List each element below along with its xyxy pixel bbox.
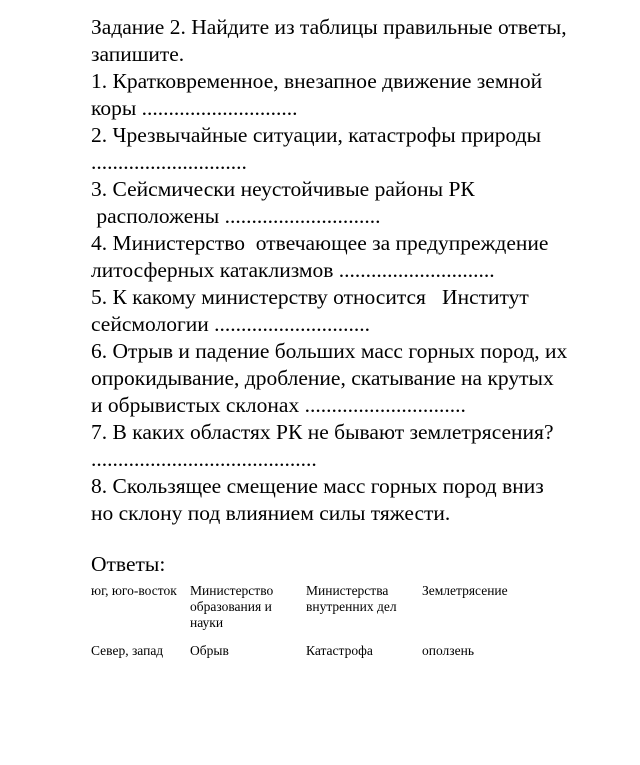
question-line: и обрывистых склонах .............................. [91, 393, 466, 417]
answer-cell: Министерства внутренних дел [306, 583, 397, 614]
answer-cell: Север, запад [91, 643, 164, 658]
answers-table [91, 583, 611, 659]
answer-cell: Катастрофа [306, 643, 373, 658]
question-2 [91, 122, 611, 176]
question-line: 1. Кратковременное, внезапное движение земной [91, 69, 543, 93]
question-line: .......................................... [91, 447, 317, 471]
question-8 [91, 473, 611, 527]
task-page [91, 14, 611, 659]
question-line: 7. В каких областях РК не бывают землетрясения? [91, 420, 554, 444]
question-1 [91, 68, 611, 122]
answer-cell: Министерство образования и науки [190, 583, 274, 630]
question-line: ............................. [91, 150, 247, 174]
question-4 [91, 230, 611, 284]
answer-cell: Обрыв [190, 643, 229, 658]
question-line: 5. К какому министерству относится Институт [91, 285, 529, 309]
question-line: 3. Сейсмически неустойчивые районы РК [91, 177, 475, 201]
question-line: литосферных катаклизмов ............................. [91, 258, 495, 282]
question-line: 2. Чрезвычайные ситуации, катастрофы природы [91, 123, 542, 147]
task-title [91, 14, 611, 68]
question-line: но склону под влиянием силы тяжести. [91, 501, 451, 525]
question-7 [91, 419, 611, 473]
task-title-line: Задание 2. Найдите из таблицы правильные ответы, [91, 15, 567, 39]
question-3 [91, 176, 611, 230]
answer-cell: юг, юго-восток [91, 583, 177, 598]
answer-cell: Землетрясение [422, 583, 508, 598]
question-line: расположены ............................. [91, 204, 381, 228]
task-title-line: запишите. [91, 42, 185, 66]
question-6 [91, 338, 611, 419]
question-line: 8. Скользящее смещение масс горных пород вниз [91, 474, 544, 498]
answers-title: Ответы: [91, 552, 166, 576]
question-line: 4. Министерство отвечающее за предупреждение [91, 231, 549, 255]
question-line: опрокидывание, дробление, скатывание на крутых [91, 366, 554, 390]
question-line: 6. Отрыв и падение больших масс горных пород, их [91, 339, 568, 363]
answer-cell: оползень [422, 643, 474, 658]
question-5 [91, 284, 611, 338]
question-line: сейсмологии ............................. [91, 312, 371, 336]
question-line: коры ............................. [91, 96, 298, 120]
